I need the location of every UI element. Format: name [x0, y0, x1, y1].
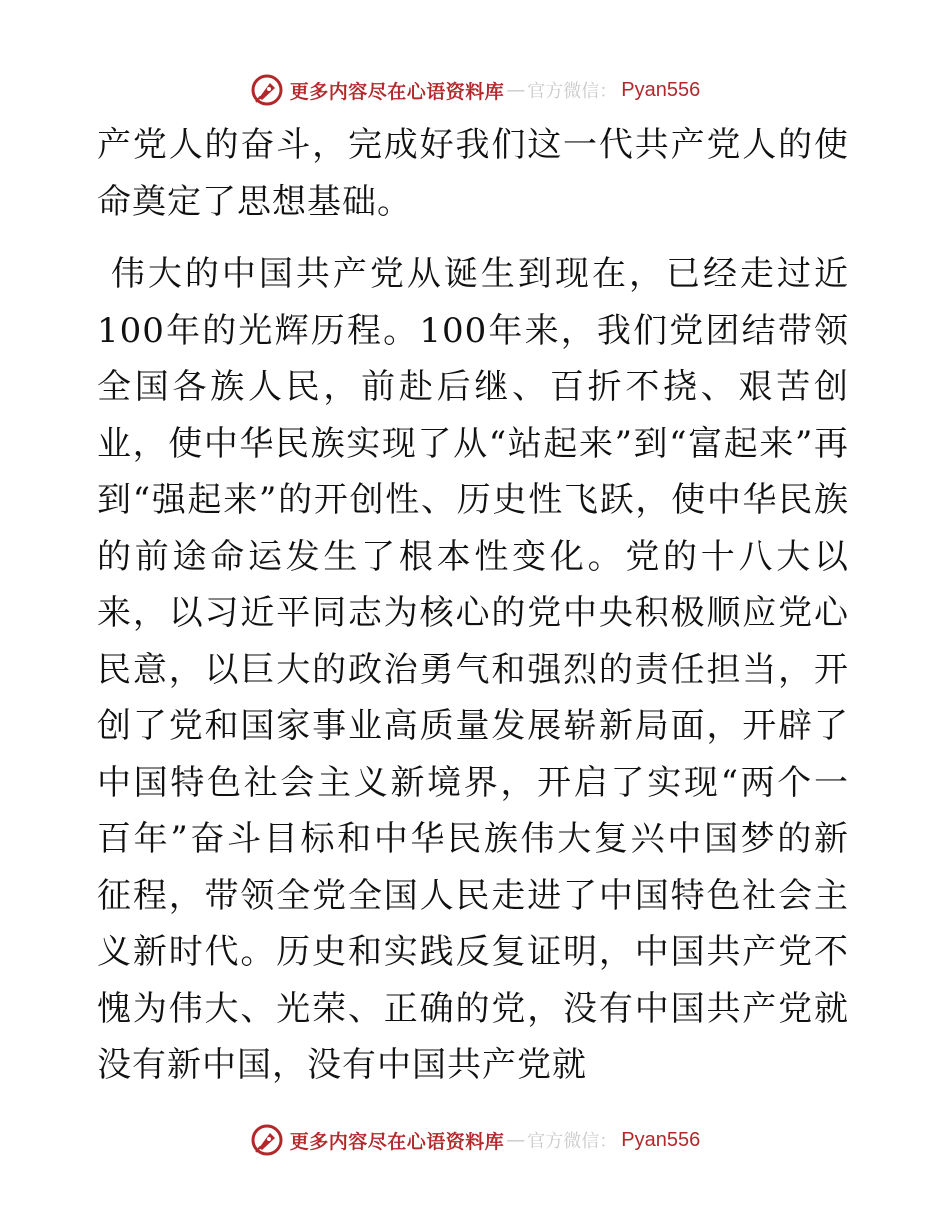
header-site-name: 更多内容尽在心语资料库 — [289, 80, 505, 103]
footer-wechat-label: 官方微信： — [527, 1131, 618, 1152]
footer-dash: — — [506, 1129, 526, 1151]
footer-site-name: 更多内容尽在心语资料库 — [289, 1130, 505, 1153]
document-body — [97, 117, 849, 1094]
footer-wechat-id: Pyan556 — [621, 1128, 701, 1151]
header-dash: — — [506, 79, 526, 101]
header-wechat-id: Pyan556 — [621, 78, 701, 101]
paragraph-2: 伟大的中国共产党从诞生到现在，已经走过近100年的光辉历程。100年来，我们党团结带领全国各族人民，前赴后继、百折不挠、艰苦创业，使中华民族实现了从“站起来”到“富起来”再到“强起来”的开创性、历史性飞跃，使中华民族的前途命运发生了根本性变化。党的十八大以来，以习近平同志为核心的党中央积极顺应党心民意，以巨大的政治勇气和强烈的责任担当，开创了党和国家事业高质量发展崭新局面，开辟了中国特色社会主义新境界，开启了实现“两个一百年”奋斗目标和中华民族伟大复兴中国梦的新征程，带领全党全国人民走进了中国特色社会主义新时代。历史和实践反复证明，中国共产党不愧为伟大、光荣、正确的党，没有中国共产党就没有新中国，没有中国共产党就 — [97, 254, 850, 1085]
header-banner — [0, 70, 950, 110]
pen-nib-logo-icon — [250, 1123, 284, 1157]
header-wechat-label: 官方微信： — [527, 81, 618, 102]
pen-nib-logo-icon — [250, 73, 284, 107]
paragraph-1: 产党人的奋斗，完成好我们这一代共产党人的使命奠定了思想基础。 — [97, 125, 849, 222]
footer-banner — [0, 1120, 950, 1160]
